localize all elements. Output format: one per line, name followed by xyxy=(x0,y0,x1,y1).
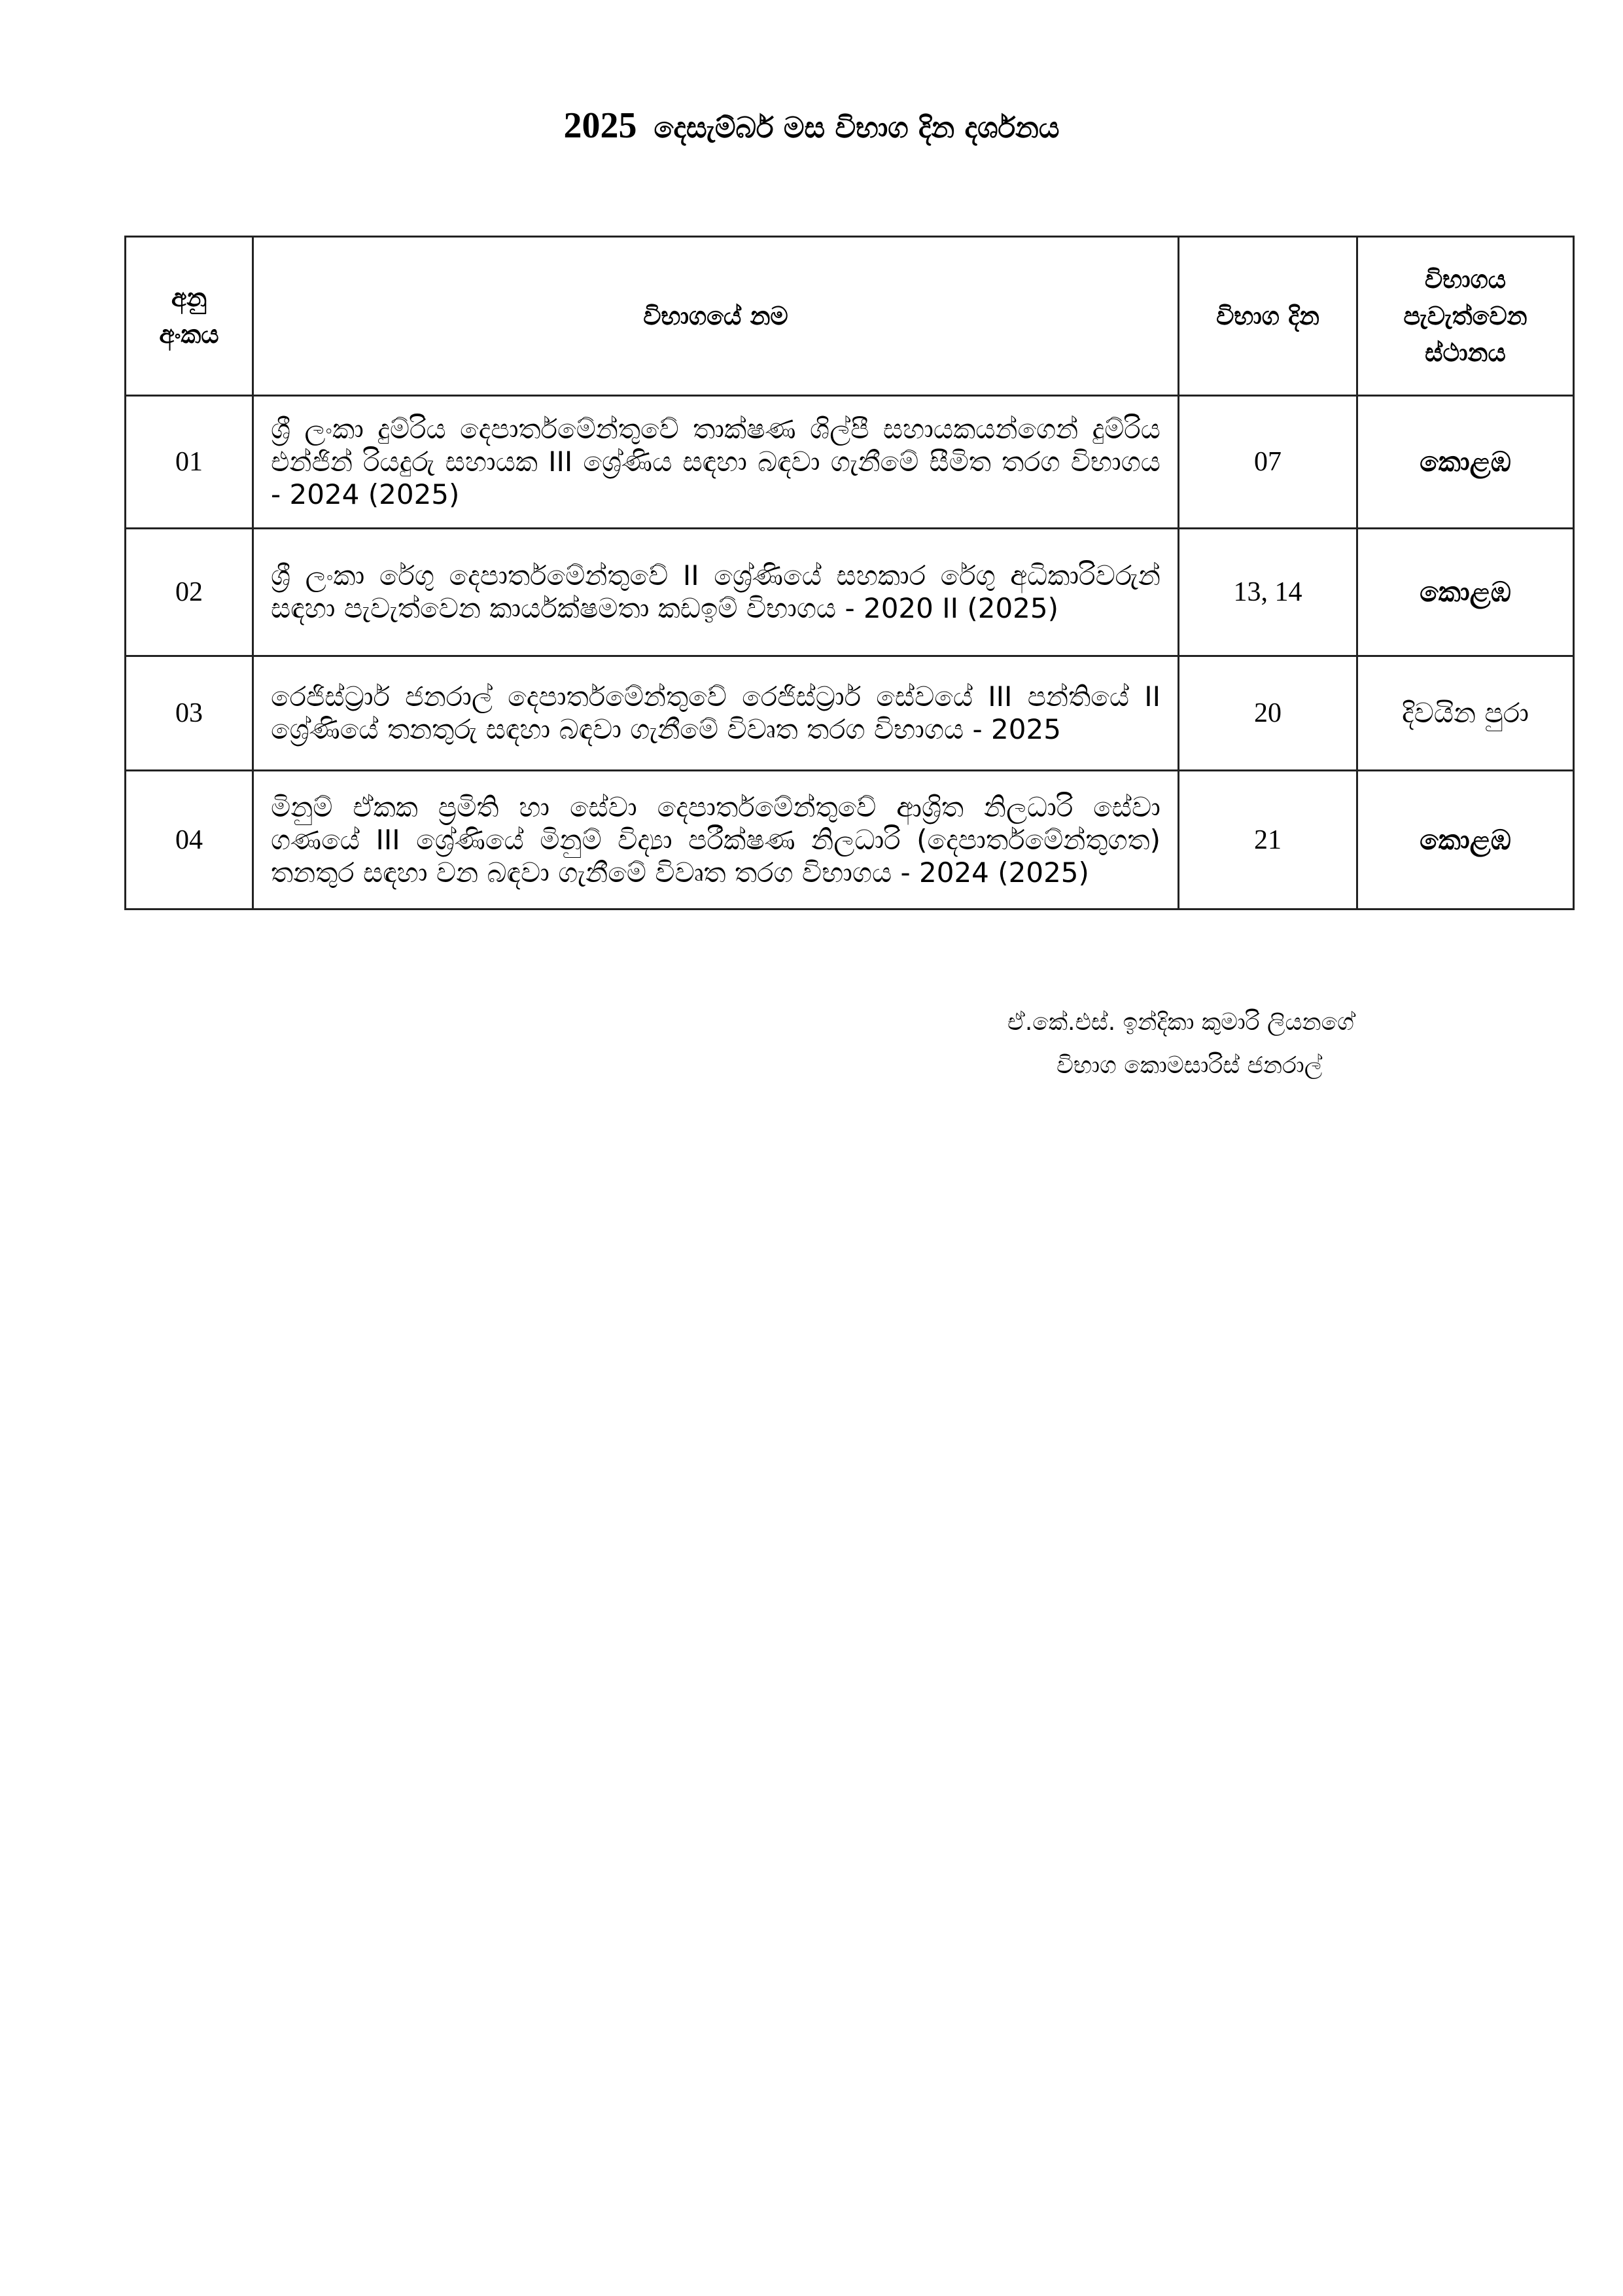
page-title xyxy=(0,105,1623,147)
row-exam-place: දිවයින පුරා xyxy=(1357,656,1574,771)
row-exam-date: 13, 14 xyxy=(1179,529,1357,656)
row-exam-name: මිනුම් ඒකක ප්‍රමිති හා සේවා දෙපාර්තමේන්තුවේ ආශ්‍රිත නිලධාරි සේවා ගණයේ III ශ්‍රේණියේ මිනුම් විද්‍යා පරීක්ෂණ නිලධාරි (දෙපාර්තමේන්තුගත) තනතුර සඳහා වන බඳවා ගැනීමේ විවෘත තරග විභාගය - 2024 (2025) xyxy=(253,771,1179,910)
row-exam-place: කොළඹ xyxy=(1357,529,1574,656)
row-exam-name: ශ්‍රී ලංකා දුම්රිය දෙපාර්තමේන්තුවේ තාක්ෂණ ශිල්පී සහායකයන්ගෙන් දුම්රිය එන්ජින් රියදුරු සහායක III ශ්‍රේණිය සඳහා බඳවා ගැනීමේ සීමිත තරග විභාගය - 2024 (2025) xyxy=(253,396,1179,529)
signatory-name: ඒ.කේ.එස්. ඉන්දිකා කුමාරි ලියනගේ xyxy=(1007,1009,1354,1036)
table-row xyxy=(126,396,1574,529)
table-header-row xyxy=(126,237,1574,396)
title-text: දෙසැම්බර් මස විභාග දින දර්ශනය xyxy=(654,111,1060,145)
row-exam-place: කොළඹ xyxy=(1357,771,1574,910)
header-exam-date: විභාග දින xyxy=(1179,237,1357,396)
header-exam-place: විභාගය පැවැත්වෙන ස්ථානය xyxy=(1357,237,1574,396)
row-serial: 04 xyxy=(126,771,253,910)
table-row xyxy=(126,529,1574,656)
row-exam-date: 20 xyxy=(1179,656,1357,771)
row-exam-name: ශ්‍රී ලංකා රේගු දෙපාර්තමේන්තුවේ II ශ්‍රේණියේ සහකාර රේගු අධිකාරිවරුන් සඳහා පැවැත්වෙන කාර්යක්ෂමතා කඩඉම් විභාගය - 2020 II (2025) xyxy=(253,529,1179,656)
signatory-designation: විභාග කොමසාරිස් ජනරාල් xyxy=(1056,1052,1323,1079)
row-serial: 02 xyxy=(126,529,253,656)
signature-block xyxy=(981,1001,1505,1087)
row-exam-date: 07 xyxy=(1179,396,1357,529)
row-serial: 03 xyxy=(126,656,253,771)
row-exam-name: රෙජිස්ට්‍රාර් ජනරාල් දෙපාර්තමේන්තුවේ රෙජිස්ට්‍රාර් සේවයේ III පන්තියේ II ශ්‍රේණියේ තනතුරු සඳහා බඳවා ගැනීමේ විවෘත තරග විභාගය - 2025 xyxy=(253,656,1179,771)
exam-schedule-table xyxy=(124,236,1575,910)
title-year: 2025 xyxy=(563,105,637,146)
header-serial: අනු අංකය xyxy=(126,237,253,396)
header-exam-name: විභාගයේ නම xyxy=(253,237,1179,396)
row-exam-date: 21 xyxy=(1179,771,1357,910)
table-row xyxy=(126,771,1574,910)
table-row xyxy=(126,656,1574,771)
row-exam-place: කොළඹ xyxy=(1357,396,1574,529)
row-serial: 01 xyxy=(126,396,253,529)
